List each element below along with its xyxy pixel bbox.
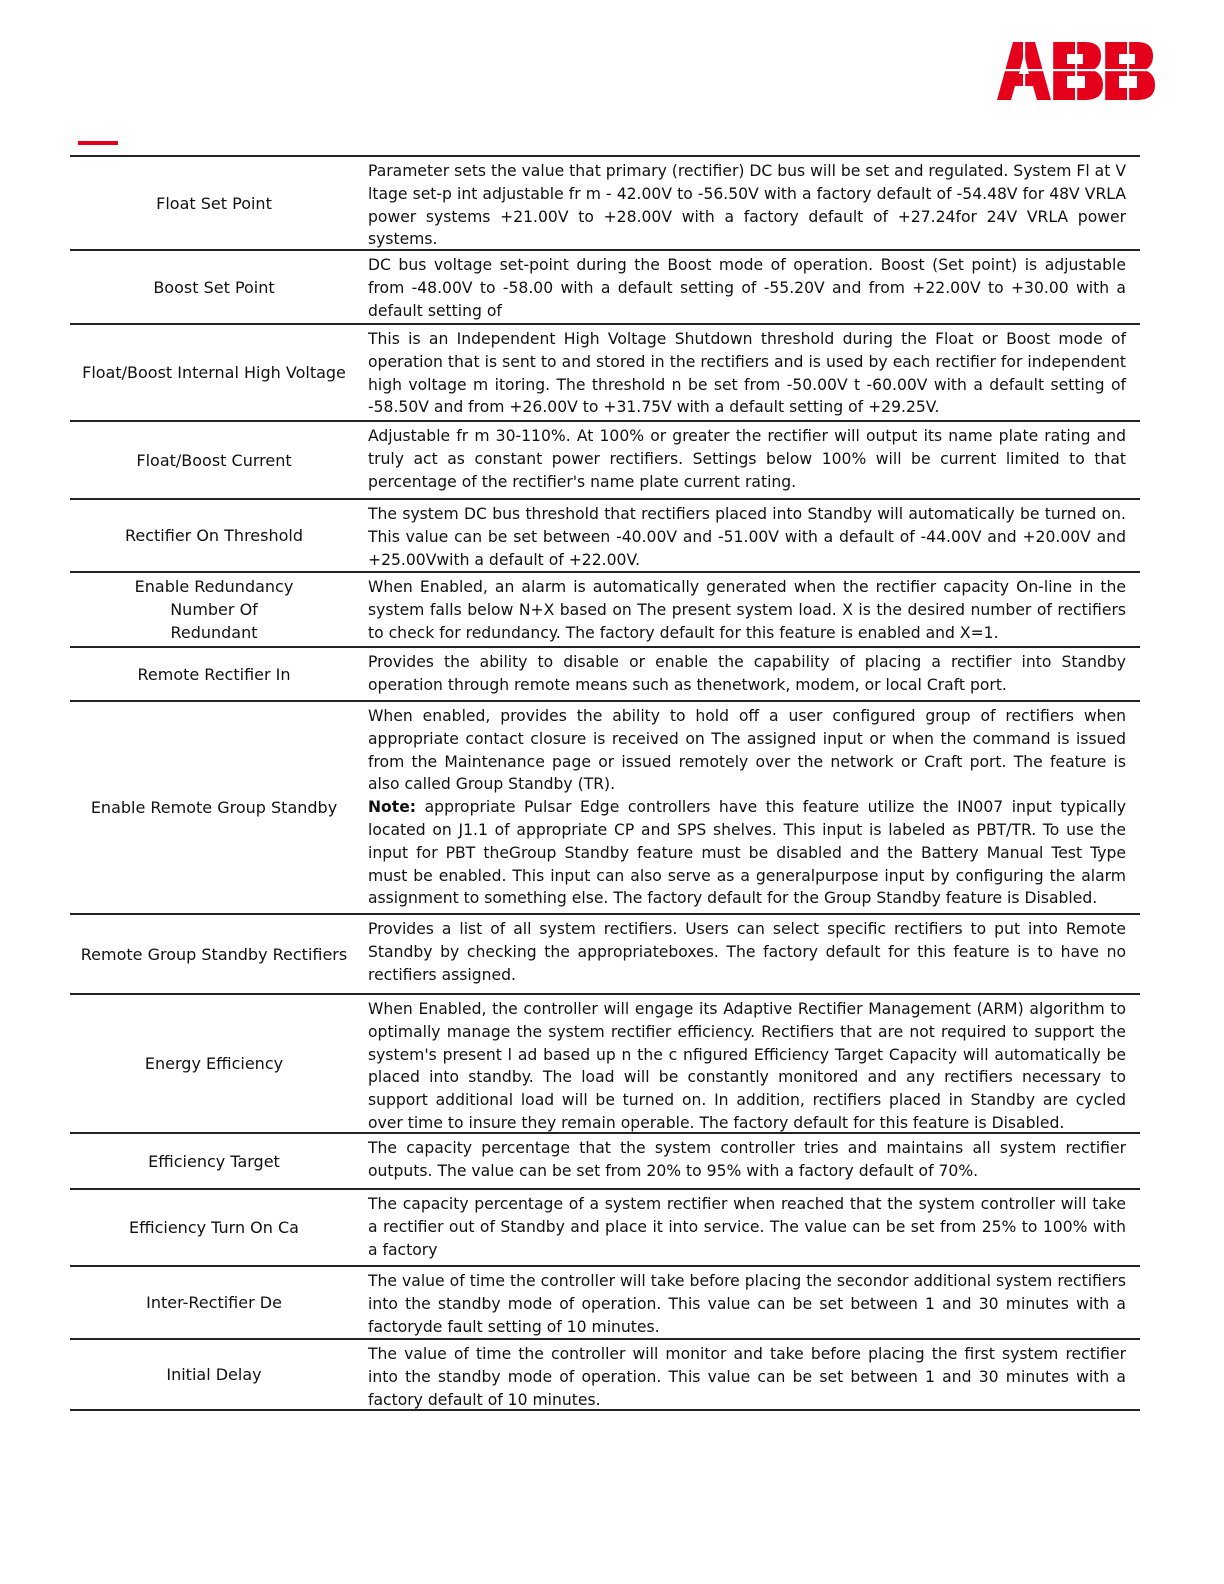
table-row (70, 1190, 1140, 1267)
parameter-description: Provides a list of all system rectifiers. Users can select specific rectifiers to put into Remote Standby by checking the appropriateboxes. The factory default for this feature is to have no rectifiers assigned. (368, 920, 1126, 984)
parameter-description: Parameter sets the value that primary (rectifier) DC bus will be set and regulated. System Fl at V ltage set-p int adjustable fr m - 42.00V to -56.50V with a factory default of -54.48V for 48V VRLA power systems +21.00V to +28.00V with a factory default of +27.24for 24V VRLA power systems. (368, 162, 1126, 249)
parameter-description (358, 702, 1140, 913)
table-row (70, 325, 1140, 422)
parameter-name: Efficiency Turn On Ca (129, 1218, 299, 1237)
parameter-name: Boost Set Point (153, 277, 275, 297)
table-row (70, 422, 1140, 500)
parameter-name: Enable Remote Group Standby (90, 798, 338, 817)
parameter-description: When Enabled, an alarm is automatically generated when the rectifier capacity On-line in the system falls below N+X based on The present system load. X is the desired number of rectifiers to check for redundancy. The factory default for this feature is enabled and X=1. (368, 578, 1126, 642)
accent-bar (78, 141, 118, 145)
parameter-description: Adjustable fr m 30-110%. At 100% or greater the rectifier will output its name plate rating and truly act as constant power rectifiers. Settings below 100% will be current limited to that percentage of the rectifier's name plate current rating. (368, 427, 1126, 491)
table-row (70, 1340, 1140, 1411)
parameter-name: Float Set Point (156, 193, 272, 213)
parameter-table (70, 155, 1140, 1411)
parameter-name: Inter-Rectifier De (146, 1293, 282, 1312)
table-row (70, 157, 1140, 251)
parameter-name: Remote Group Standby Rectifiers (80, 944, 348, 964)
note-text: appropriate Pulsar Edge controllers have this feature utilize the IN007 input typically located on J1.1 of appropriate CP and SPS shelves. This input is labeled as PBT/TR. To use the input for PBT theGroup Standby feature must be disabled and the Battery Manual Test Type must be enabled. This input can also serve as a generalpurpose input by configuring the alarm assignment to something else. The factory default for the Group Standby feature is Disabled. (368, 798, 1126, 908)
table-row (70, 500, 1140, 573)
parameter-name: Efficiency Target (148, 1151, 280, 1171)
parameter-description: The value of time the controller will monitor and take before placing the first system rectifier into the standby mode of operation. This value can be set between 1 and 30 minutes with a factory default of 10 minutes. (368, 1345, 1126, 1409)
table-row (70, 573, 1140, 648)
table-row (70, 702, 1140, 915)
abb-logo (995, 40, 1155, 102)
table-row (70, 915, 1140, 995)
parameter-description: The system DC bus threshold that rectifiers placed into Standby will automatically be turned on. This value can be set between -40.00V and -51.00V with a default of -44.00V and +20.00V and +25.00Vwith a default of +22.00V. (368, 505, 1126, 569)
description-text: When enabled, provides the ability to hold off a user configured group of rectifiers when appropriate contact closure is received on The assigned input or when the command is issued from the Maintenance page or issued remotely over the network or Craft port. The feature is also called Group Standby (TR). (368, 707, 1126, 794)
parameter-description: The capacity percentage that the system controller tries and maintains all system rectifier outputs. The value can be set from 20% to 95% with a factory default of 70%. (368, 1139, 1126, 1180)
table-row (70, 648, 1140, 702)
parameter-name: Float/Boost Internal High Voltage (82, 363, 346, 382)
parameter-description: Provides the ability to disable or enable the capability of placing a rectifier into Standby operation through remote means such as thenetwork, modem, or local Craft port. (368, 653, 1126, 694)
parameter-name: Initial Delay (166, 1365, 262, 1384)
parameter-name: Float/Boost Current (136, 450, 292, 470)
table-row (70, 995, 1140, 1134)
parameter-name: Energy Efficiency (144, 1054, 284, 1073)
parameter-description: This is an Independent High Voltage Shutdown threshold during the Float or Boost mode of operation that is sent to and stored in the rectifiers and is used by each rectifier for independent high voltage m itoring. The threshold n be set from -50.00V t -60.00V with a default setting of -58.50V and from +26.00V to +31.75V with a default setting of +29.25V. (368, 330, 1126, 417)
table-row (70, 1134, 1140, 1190)
table-row (70, 1267, 1140, 1340)
parameter-name: Rectifier On Threshold (124, 526, 303, 545)
note-label: Note: (368, 798, 417, 817)
parameter-name: Enable Redundancy Number Of Redundant (134, 577, 294, 642)
parameter-description: The capacity percentage of a system rectifier when reached that the system controller will take a rectifier out of Standby and place it into service. The value can be set from 25% to 100% with a factory (368, 1195, 1126, 1259)
parameter-name: Remote Rectifier In (137, 664, 291, 684)
parameter-description: The value of time the controller will take before placing the secondor additional system rectifiers into the standby mode of operation. This value can be set between 1 and 30 minutes with a factoryde fault setting of 10 minutes. (368, 1272, 1126, 1336)
table-row (70, 251, 1140, 325)
parameter-description: DC bus voltage set-point during the Boost mode of operation. Boost (Set point) is adjustable from -48.00V to -58.00 with a default setting of -55.20V and from +22.00V to +30.00 with a default setting of (368, 256, 1126, 320)
description-note (368, 796, 1126, 910)
parameter-description: When Enabled, the controller will engage its Adaptive Rectifier Management (ARM) algorithm to optimally manage the system rectifier efficiency. Rectifiers that are not required to support the system's present l ad based up n the c nfigured Efficiency Target Capacity will automatically be placed into standby. The load will be constantly monitored and any rectifiers necessary to support additional load will be turned on. In addition, rectifiers placed in Standby are cycled over time to insure they remain operable. The factory default for this feature is Disabled. (368, 1000, 1126, 1132)
